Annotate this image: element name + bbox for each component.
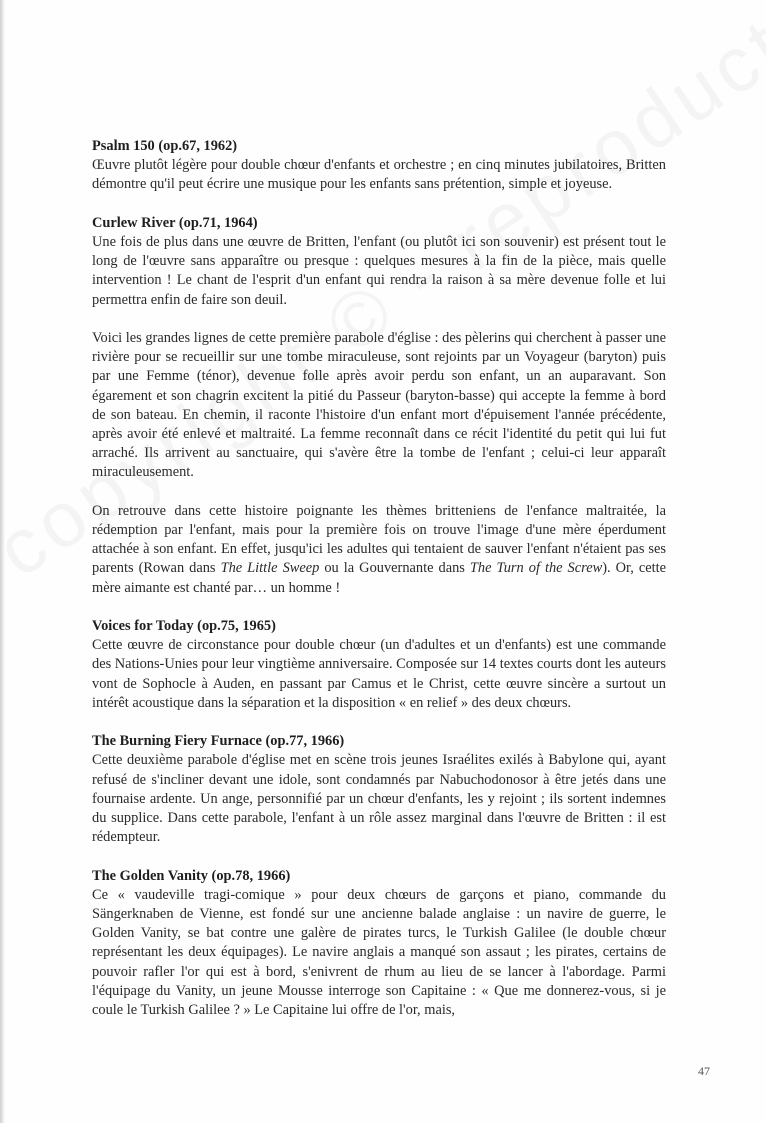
section-paragraph: Ce « vaudeville tragi-comique » pour deux chœurs de garçons et piano, commande du Sängerknaben de Vienne, est fondé sur une ancienne balade anglaise : un navire de guerre, le Golden Vanity, se bat contre une galère de pirates turcs, le Turkish Galilee (le double chœur représentant les deux équipages). Le navire anglais a manqué son assaut ; les pirates, certains de pouvoir rafler l'or qui est à bord, s'enivrent de rhum au lieu de se lancer à l'abordage. Parmi l'équipage du Vanity, un jeune Mousse interroge son Capitaine : « Que me donnerez-vous, si je coule le Turkish Galilee ? » Le Capitaine lui offre de l'or, mais,: [92, 886, 666, 1019]
section-heading: The Golden Vanity (op.78, 1966): [92, 867, 291, 884]
section-curlew-river: [92, 214, 666, 598]
section-paragraph: Cette deuxième parabole d'église met en scène trois jeunes Israélites exilés à Babylone qui, ayant refusé de s'incliner devant une idole, sont condamnés par Nabuchodonosor à être jetés dans une fournaise ardente. Un ange, personnifié par un chœur d'enfants, les y rejoint ; ils sortent indemnes du supplice. Dans cette parabole, l'enfant à un rôle assez marginal dans l'œuvre de Britten : il est rédempteur.: [92, 752, 666, 846]
page-number: 47: [698, 1064, 710, 1078]
section-heading: Psalm 150 (op.67, 1962): [92, 138, 238, 154]
section-paragraph: Une fois de plus dans une œuvre de Britten, l'enfant (ou plutôt ici son souvenir) est présent tout le long de l'œuvre sans apparaître ou presque : quelques mesures à la fin de la pièce, mais quelle intervention ! Le chant de l'esprit d'un enfant qui rendra la raison à sa mère devenue folle et lui permettra enfin de faire son deuil.: [92, 234, 666, 308]
section-voices-for-today: [92, 617, 666, 713]
page-content: [92, 137, 666, 1039]
section-heading: Curlew River (op.71, 1964): [92, 214, 258, 231]
page-edge-shadow: [0, 0, 5, 1123]
section-paragraph: On retrouve dans cette histoire poignante les thèmes britteniens de l'enfance maltraitée, la rédemption par l'enfant, mais pour la première fois on trouve l'image d'une mère éperdument attachée à son enfant. En effet, jusqu'ici les adultes qui tentaient de sauver l'enfant n'étaient pas ses parents (Rowan dans The Little Sweep ou la Gouvernante dans The Turn of the Screw). Or, cette mère aimante est chanté par… un homme !: [92, 502, 666, 596]
section-paragraph: Cette œuvre de circonstance pour double chœur (un d'adultes et un d'enfants) est une commande des Nations-Unies pour leur vingtième anniversaire. Composée sur 14 textes courts dont les auteurs vont de Sophocle à Auden, en passant par Camus et le Christ, cette œuvre sincère a surtout un intérêt acoustique dans la séparation et la disposition « en relief » des deux chœurs.: [92, 637, 666, 711]
section-heading: The Burning Fiery Furnace (op.77, 1966): [92, 733, 345, 750]
section-psalm-150: [92, 137, 666, 195]
section-heading: Voices for Today (op.75, 1965): [92, 618, 276, 635]
section-paragraph: Voici les grandes lignes de cette première parabole d'église : des pèlerins qui cherchent à passer une rivière pour se recueillir sur une tombe miraculeuse, sont rejoints par un Voyageur (baryton) puis par une Femme (ténor), devenue folle après avoir perdu son enfant, un an auparavant. Son égarement et son chagrin excitent la pitié du Passeur (baryton-basse) qui accepte la femme à bord de son bateau. En chemin, il raconte l'histoire d'un enfant mort d'épuisement l'année précédente, après avoir été enlevé et maltraité. La femme reconnaît dans ce récit l'identité du petit qui lui fut arraché. Ils arrivent au sanctuaire, qui s'avère être la tombe de l'enfant ; celui-ci leur apparaît miraculeusement.: [92, 330, 666, 481]
section-golden-vanity: [92, 867, 666, 1021]
section-paragraph: Œuvre plutôt légère pour double chœur d'enfants et orchestre ; en cinq minutes jubilatoires, Britten démontre qu'il peut écrire une musique pour les enfants sans prétention, simple et joyeuse.: [92, 157, 666, 193]
section-burning-fiery-furnace: [92, 732, 666, 847]
